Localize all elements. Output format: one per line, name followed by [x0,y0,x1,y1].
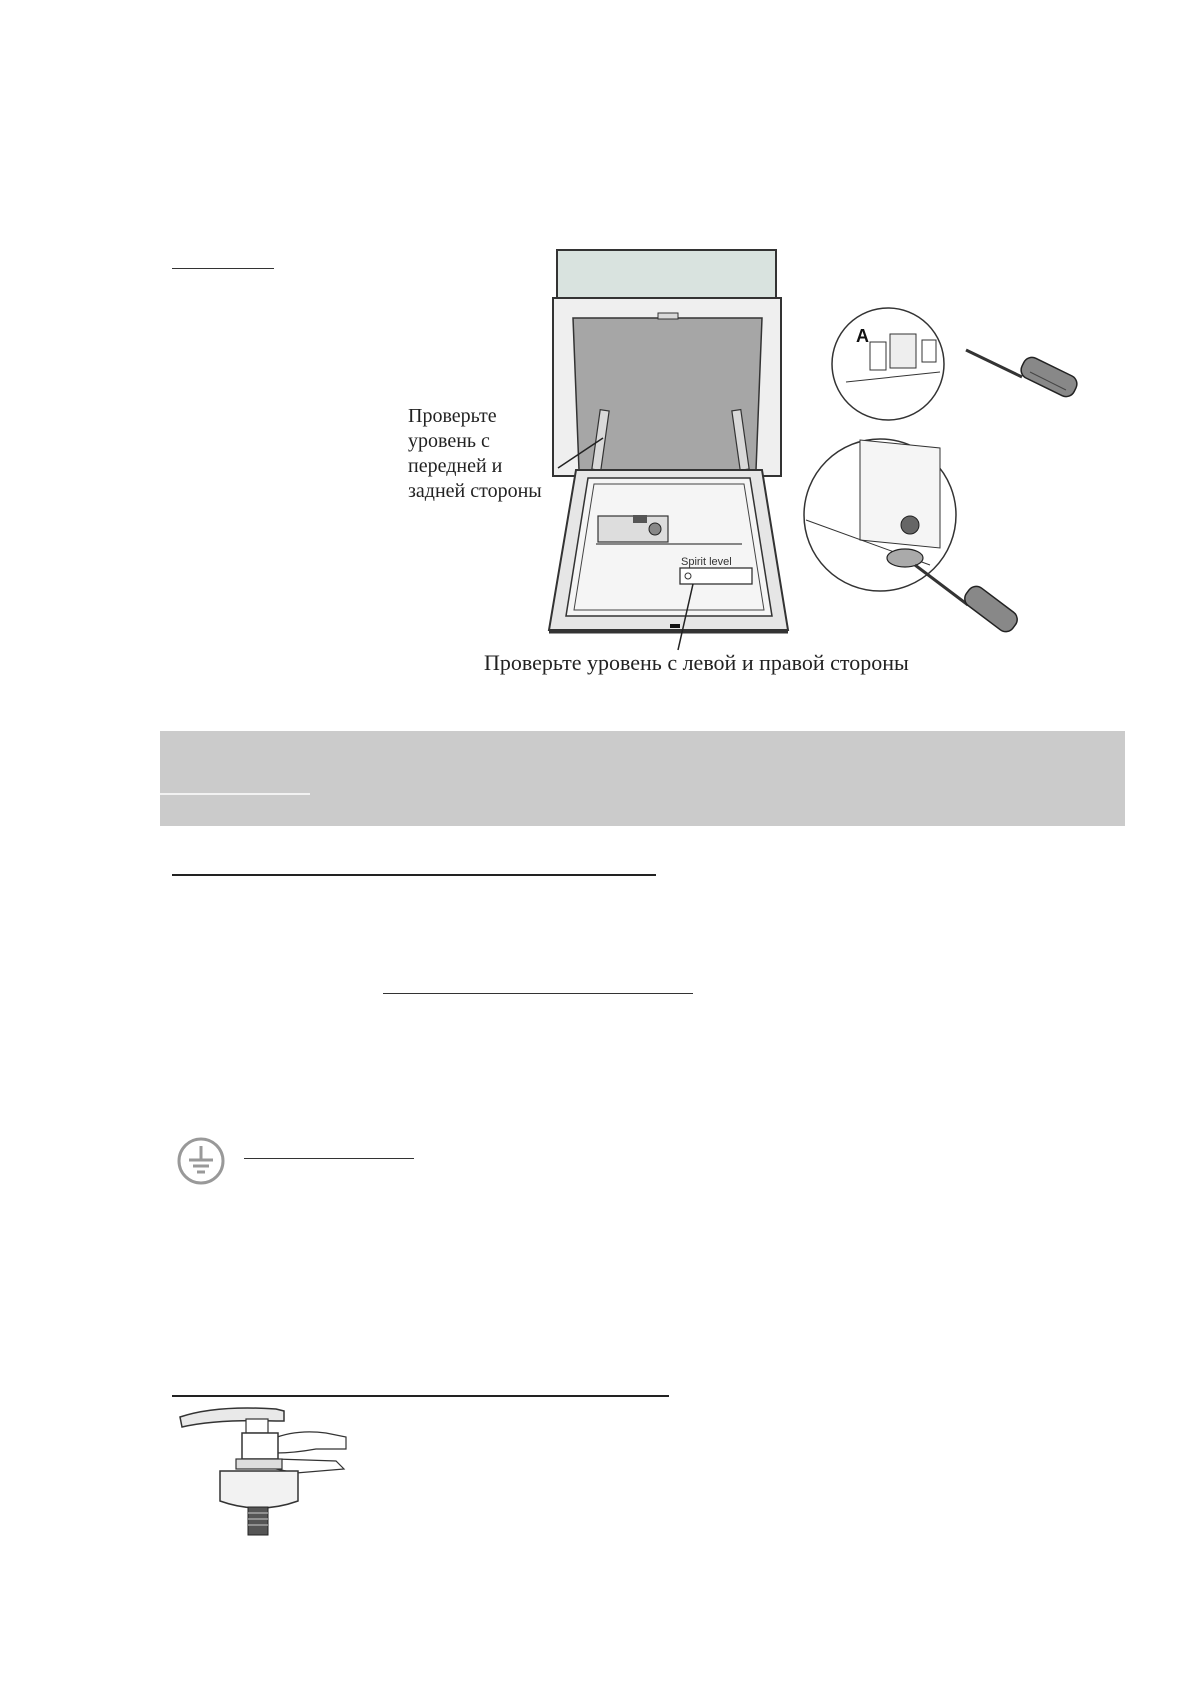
inset-b-screw [901,516,919,534]
door-inner [566,478,772,616]
inset-a-part2 [890,334,916,368]
dishwasher-level-illustration [0,0,1191,700]
dispenser-buttons [633,515,647,523]
inset-b-panel [860,440,940,548]
spirit-level-text: Spirit level [681,556,732,568]
grey-band-underline [160,793,310,795]
grey-section-band [160,731,1125,826]
cabinet-top [557,250,776,305]
ground-symbol-icon [176,1136,226,1186]
inset-a-part1 [870,342,886,370]
label-front-back: Проверьте уровень с передней и задней стороны [408,405,542,502]
section-underline-2 [172,1395,669,1397]
top-vent [658,313,678,319]
faucet-connector-illustration [176,1403,366,1543]
inset-a-part3 [922,340,936,362]
inline-underline-1 [383,993,693,994]
dispenser-knob [649,523,661,535]
inset-a-letter: A [856,326,869,346]
screwdriver-a-icon [966,350,1080,400]
section-underline-1 [172,874,656,876]
inset-a-circle [832,308,944,420]
inset-b-foot [887,549,923,567]
ground-underline [244,1158,414,1159]
screwdriver-b-icon [915,565,1021,635]
label-left-right: Проверьте уровень с левой и правой стороны [484,650,909,675]
